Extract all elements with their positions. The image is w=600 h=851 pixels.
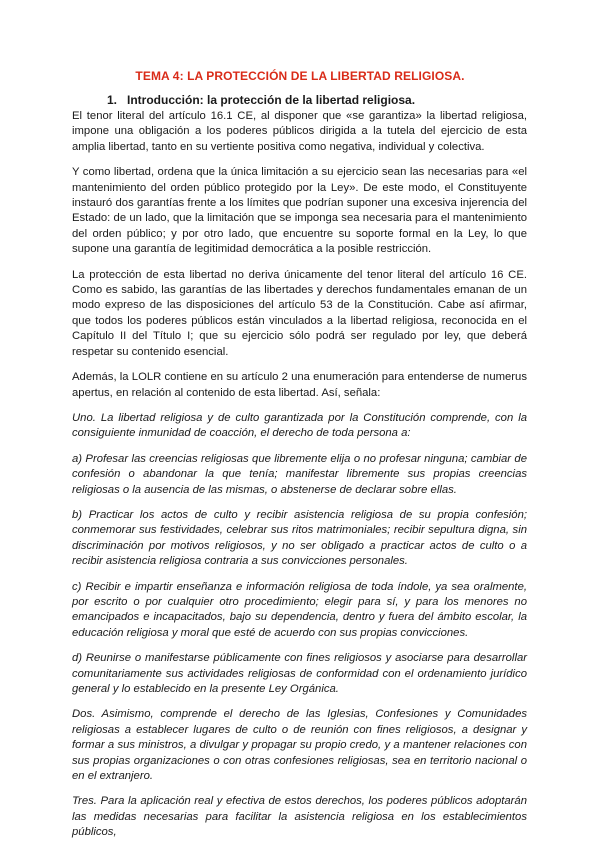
quote-dos: Dos. Asimismo, comprende el derecho de las Iglesias, Confesiones y Comunidades religiosas a establecer lugares de culto o de reunión con fines religiosos, a designar y formar a sus ministros, a divulgar y propagar su propio credo, y a mantener relaciones con sus propias organizaciones o con otras confesiones religiosas, sea en territorio nacional o en el extranjero.: [72, 708, 527, 783]
section-heading-text: Introducción: la protección de la libertad religiosa.: [127, 93, 416, 107]
document-title: TEMA 4: LA PROTECCIÓN DE LA LIBERTAD RELIGIOSA.: [135, 69, 465, 83]
document-body: [72, 109, 527, 851]
paragraph-1: El tenor literal del artículo 16.1 CE, al disponer que «se garantiza» la libertad religiosa, impone una obligación a los poderes públicos dirigida a la tutela del ejercicio de esta amplia libertad, tanto en su vertiente positiva como negativa, individual y colectiva.: [72, 110, 527, 153]
section-heading: [107, 93, 415, 107]
paragraph-4: Además, la LOLR contiene en su artículo 2 una enumeración para entenderse de numerus apertus, en relación al contenido de esta libertad. Así, señala:: [72, 371, 527, 399]
quote-a: a) Profesar las creencias religiosas que libremente elija o no profesar ninguna; cambiar de confesión o abandonar la que tenía; manifestar libremente sus propias creencias religiosas o la ausencia de las mismas, o abstenerse de declarar sobre ellas.: [72, 452, 527, 496]
quote-c: c) Recibir e impartir enseñanza e información religiosa de toda índole, ya sea oralmente, por escrito o por cualquier otro procedimiento; elegir para sí, y para los menores no emancipados e incapacitados, bajo su dependencia, dentro y fuera del ámbito escolar, la educación religiosa y moral que esté de acuerdo con sus propias convicciones.: [72, 580, 527, 639]
paragraph-3: La protección de esta libertad no deriva únicamente del tenor literal del artículo 16 CE. Como es sabido, las garantías de las libertades y derechos fundamentales emanan de un modo expreso de las disposiciones del artículo 53 de la Constitución. Cabe así afirmar, que todos los poderes públicos están vinculados a la libertad religiosa, reconocida en el Capítulo II del Título I; que su ejercicio sólo podrá ser regulado por ley, que deberá respetar su contenido esencial.: [72, 268, 527, 358]
quote-tres: Tres. Para la aplicación real y efectiva de estos derechos, los poderes públicos adoptarán las medidas necesarias para facilitar la asistencia religiosa en los establecimientos públicos,: [72, 795, 527, 839]
quote-b: b) Practicar los actos de culto y recibir asistencia religiosa de su propia confesión; conmemorar sus festividades, celebrar sus ritos matrimoniales; recibir sepultura digna, sin discriminación por motivos religiosos, y no ser obligado a practicar actos de culto o a recibir asistencia religiosa contraria a sus convicciones personales.: [72, 508, 527, 568]
quote-uno: Uno. La libertad religiosa y de culto garantizada por la Constitución comprende, con la consiguiente inmunidad de coacción, el derecho de toda persona a:: [72, 411, 527, 440]
section-number: 1.: [107, 93, 118, 107]
paragraph-2: Y como libertad, ordena que la única limitación a su ejercicio sean las necesarias para «el mantenimiento del orden público protegido por la Ley». De este modo, el Constituyente instauró dos garantías frente a los límites que podrían suponer una excesiva injerencia del Estado: de un lado, que la limitación que se imponga sea necesaria para el mantenimiento del orden público; y por otro lado, que encuentre su soporte formal en la Ley, lo que supone una garantía de legitimidad democrática a la posible restricción.: [72, 166, 527, 256]
quote-d: d) Reunirse o manifestarse públicamente con fines religiosos y asociarse para desarrollar comunitariamente sus actividades religiosas de conformidad con el ordenamiento jurídico general y lo establecido en la presente Ley Orgánica.: [72, 652, 527, 695]
